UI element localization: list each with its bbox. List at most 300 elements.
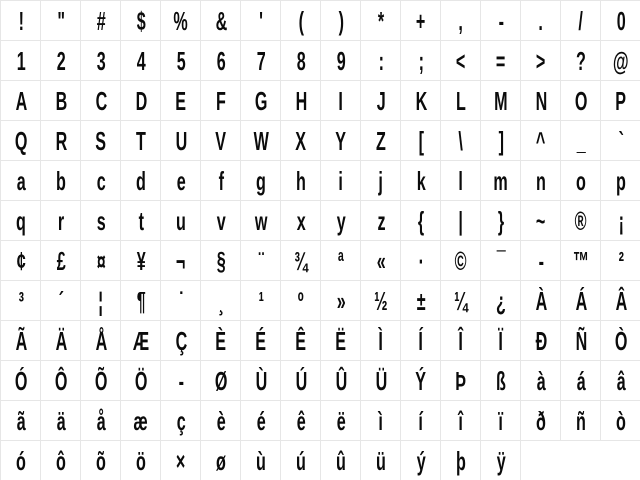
glyph-cell (481, 1, 521, 41)
glyph: p (616, 166, 626, 196)
glyph: / (578, 6, 584, 36)
glyph-cell (281, 361, 321, 401)
glyph: À (535, 286, 547, 316)
glyph-cell (321, 121, 361, 161)
glyph: $ (136, 6, 146, 36)
glyph-cell (361, 81, 401, 121)
glyph-cell (281, 161, 321, 201)
glyph: J (376, 86, 386, 116)
glyph: Ô (54, 366, 68, 396)
glyph: « (376, 246, 386, 276)
glyph-cell (601, 41, 640, 81)
glyph-cell (81, 1, 121, 41)
glyph-cell (1, 81, 41, 121)
glyph-cell (521, 41, 561, 81)
glyph: ; (418, 46, 424, 76)
glyph: Ù (255, 366, 267, 396)
glyph: ª (338, 246, 344, 276)
glyph-cell (201, 41, 241, 81)
glyph: £ (56, 246, 66, 276)
glyph: Ð (535, 326, 547, 356)
glyph-cell (281, 441, 321, 480)
glyph-cell (41, 281, 81, 321)
glyph: L (456, 86, 466, 116)
glyph-cell (401, 1, 441, 41)
glyph: r (57, 206, 65, 236)
glyph-cell (121, 241, 161, 281)
glyph: ? (576, 46, 586, 76)
glyph-cell (321, 41, 361, 81)
glyph: Ó (14, 366, 28, 396)
glyph-cell (201, 401, 241, 441)
glyph: m (493, 166, 509, 196)
glyph: Ç (175, 326, 187, 356)
glyph-cell (81, 321, 121, 361)
glyph: ³ (18, 286, 24, 316)
glyph-cell (121, 361, 161, 401)
glyph: ý (416, 446, 426, 476)
glyph-cell (561, 81, 601, 121)
glyph: } (497, 206, 505, 236)
glyph-cell (201, 441, 241, 480)
glyph: Ø (214, 366, 228, 396)
glyph: x (296, 206, 306, 236)
glyph: t (138, 206, 144, 236)
glyph: u (176, 206, 186, 236)
glyph: ¦ (98, 286, 104, 316)
glyph: h (296, 166, 306, 196)
glyph: Ì (378, 326, 384, 356)
glyph-cell (401, 321, 441, 361)
glyph-cell (121, 201, 161, 241)
glyph: ± (416, 286, 426, 316)
glyph-cell (281, 81, 321, 121)
glyph-cell (521, 201, 561, 241)
glyph: î (458, 406, 464, 436)
glyph-cell (441, 1, 481, 41)
glyph: 1 (16, 46, 26, 76)
glyph-cell (201, 321, 241, 361)
glyph-cell (361, 241, 401, 281)
glyph-cell (521, 321, 561, 361)
glyph-cell (321, 1, 361, 41)
glyph-cell (481, 321, 521, 361)
glyph-cell (121, 81, 161, 121)
glyph: T (136, 126, 146, 156)
glyph-cell (321, 321, 361, 361)
glyph: ˙ (178, 286, 184, 316)
glyph: ¥ (136, 246, 146, 276)
glyph: Ê (295, 326, 307, 356)
glyph-cell (481, 281, 521, 321)
glyph-cell (481, 401, 521, 441)
glyph-cell (41, 81, 81, 121)
glyph-cell (41, 241, 81, 281)
glyph: W (253, 126, 269, 156)
glyph: Î (458, 326, 464, 356)
glyph-cell (281, 321, 321, 361)
glyph-cell (201, 201, 241, 241)
glyph-cell (481, 161, 521, 201)
glyph: o (576, 166, 586, 196)
glyph-cell (481, 441, 521, 480)
glyph-cell (401, 81, 441, 121)
glyph-cell (521, 361, 561, 401)
glyph-cell (441, 241, 481, 281)
glyph-cell (161, 361, 201, 401)
glyph: õ (96, 446, 106, 476)
glyph-cell (441, 41, 481, 81)
glyph-cell (401, 121, 441, 161)
glyph: é (256, 406, 266, 436)
glyph-cell (41, 321, 81, 361)
glyph-cell (41, 401, 81, 441)
glyph-cell (361, 281, 401, 321)
glyph: F (216, 86, 226, 116)
glyph: K (415, 86, 427, 116)
glyph: ó (16, 446, 26, 476)
glyph: ] (498, 126, 504, 156)
glyph-cell (161, 201, 201, 241)
glyph: Z (376, 126, 386, 156)
glyph-cell (521, 241, 561, 281)
glyph-cell (601, 81, 640, 121)
glyph-cell (201, 241, 241, 281)
glyph-cell (161, 281, 201, 321)
glyph: ( (298, 6, 304, 36)
glyph-cell (41, 41, 81, 81)
glyph-cell (321, 241, 361, 281)
glyph-cell (401, 201, 441, 241)
glyph: § (216, 246, 226, 276)
glyph: v (216, 206, 226, 236)
glyph-cell (441, 401, 481, 441)
glyph: É (255, 326, 267, 356)
glyph: ö (136, 446, 146, 476)
glyph: w (254, 206, 268, 236)
glyph: c (96, 166, 106, 196)
glyph: @ (613, 46, 629, 76)
glyph: . (538, 6, 544, 36)
glyph: z (376, 206, 386, 236)
glyph: ! (18, 6, 24, 36)
glyph-cell (121, 441, 161, 480)
glyph-cell (281, 401, 321, 441)
glyph: > (536, 46, 546, 76)
glyph-cell (121, 41, 161, 81)
glyph: ú (296, 446, 306, 476)
glyph-cell (1, 401, 41, 441)
glyph: + (416, 6, 426, 36)
glyph: × (176, 446, 186, 476)
glyph: ï (498, 406, 504, 436)
glyph-cell (281, 1, 321, 41)
glyph-cell (601, 241, 640, 281)
glyph: ¶ (136, 286, 146, 316)
glyph-cell (241, 441, 281, 480)
glyph-cell (601, 1, 640, 41)
glyph: Ò (614, 326, 628, 356)
glyph: Ý (415, 366, 427, 396)
glyph: ) (338, 6, 344, 36)
glyph: Ñ (575, 326, 587, 356)
glyph-cell (41, 441, 81, 480)
glyph: è (216, 406, 226, 436)
glyph: ¤ (96, 246, 106, 276)
glyph-cell (521, 161, 561, 201)
glyph: - (178, 366, 184, 396)
glyph-cell (41, 121, 81, 161)
glyph: [ (418, 126, 424, 156)
glyph: ² (618, 246, 624, 276)
glyph-cell (161, 241, 201, 281)
glyph-cell (81, 41, 121, 81)
glyph-cell (601, 201, 640, 241)
glyph-cell (601, 161, 640, 201)
glyph-cell (401, 41, 441, 81)
glyph-cell (161, 321, 201, 361)
glyph-cell (521, 1, 561, 41)
glyph: " (57, 6, 65, 36)
glyph-cell (561, 201, 601, 241)
glyph-cell (321, 81, 361, 121)
glyph: < (456, 46, 466, 76)
glyph-cell (241, 321, 281, 361)
glyph-cell (481, 41, 521, 81)
glyph-cell (161, 401, 201, 441)
glyph-cell (41, 1, 81, 41)
glyph-cell (81, 281, 121, 321)
glyph-cell (561, 241, 601, 281)
glyph: æ (133, 406, 149, 436)
glyph: , (458, 6, 464, 36)
glyph-cell (361, 201, 401, 241)
glyph-cell (521, 281, 561, 321)
glyph: & (215, 6, 227, 36)
glyph: 4 (136, 46, 146, 76)
glyph: M (494, 86, 508, 116)
glyph: j (378, 166, 384, 196)
glyph: ô (56, 446, 66, 476)
glyph: 7 (256, 46, 266, 76)
glyph-cell (321, 441, 361, 480)
glyph-cell (401, 361, 441, 401)
glyph-cell (441, 201, 481, 241)
glyph-cell (281, 241, 321, 281)
glyph-cell (481, 361, 521, 401)
glyph: â (616, 366, 626, 396)
glyph-cell (601, 281, 640, 321)
glyph: ¨ (258, 246, 264, 276)
glyph: Õ (94, 366, 108, 396)
glyph: ½ (374, 286, 388, 316)
glyph: Æ (132, 326, 150, 356)
glyph-cell (441, 321, 481, 361)
glyph-cell (441, 441, 481, 480)
glyph-cell (561, 321, 601, 361)
glyph: ~ (536, 206, 546, 236)
glyph-cell (321, 361, 361, 401)
glyph: ^ (536, 126, 546, 156)
glyph-cell (601, 401, 640, 441)
glyph-cell (601, 361, 640, 401)
glyph-cell (441, 281, 481, 321)
glyph-cell (1, 281, 41, 321)
glyph: å (96, 406, 106, 436)
glyph-cell (561, 1, 601, 41)
glyph-cell (561, 121, 601, 161)
glyph-cell (81, 201, 121, 241)
glyph: ¿ (496, 286, 506, 316)
glyph-cell (281, 201, 321, 241)
glyph-cell (161, 41, 201, 81)
glyph: I (338, 86, 344, 116)
glyph-cell (1, 441, 41, 480)
glyph: ¹ (258, 286, 264, 316)
glyph-cell (521, 401, 561, 441)
glyph: = (496, 46, 506, 76)
glyph-cell (321, 281, 361, 321)
glyph-cell (41, 201, 81, 241)
glyph-cell (361, 1, 401, 41)
glyph: { (417, 206, 425, 236)
glyph-cell (481, 81, 521, 121)
glyph: - (538, 246, 544, 276)
glyph: Q (14, 126, 28, 156)
glyph: d (136, 166, 146, 196)
glyph: ß (496, 366, 506, 396)
glyph-cell (361, 321, 401, 361)
glyph-cell (281, 281, 321, 321)
glyph: Ë (335, 326, 347, 356)
glyph-cell (241, 1, 281, 41)
glyph-cell (361, 121, 401, 161)
glyph: È (215, 326, 227, 356)
glyph-cell (121, 161, 161, 201)
glyph: ä (56, 406, 66, 436)
glyph-cell (81, 81, 121, 121)
glyph-cell (1, 41, 41, 81)
glyph-cell (161, 81, 201, 121)
glyph-cell (1, 121, 41, 161)
glyph-cell (401, 281, 441, 321)
glyph: û (336, 446, 346, 476)
glyph: Þ (455, 366, 467, 396)
glyph-cell (241, 41, 281, 81)
glyph: P (615, 86, 627, 116)
glyph-cell (441, 161, 481, 201)
glyph: © (455, 246, 467, 276)
glyph: _ (576, 126, 586, 156)
glyph: ù (256, 446, 266, 476)
glyph: ð (536, 406, 546, 436)
glyph-cell (321, 401, 361, 441)
glyph: a (16, 166, 26, 196)
glyph-cell (81, 121, 121, 161)
glyph-cell (321, 201, 361, 241)
glyph: Ä (55, 326, 67, 356)
glyph: e (176, 166, 186, 196)
glyph-cell (201, 161, 241, 201)
glyph-cell (1, 201, 41, 241)
glyph: ' (259, 6, 263, 36)
glyph: ì (378, 406, 384, 436)
glyph: ã (16, 406, 26, 436)
glyph-cell (361, 441, 401, 480)
glyph: C (95, 86, 107, 116)
glyph: H (295, 86, 307, 116)
glyph: Á (575, 286, 587, 316)
glyph: i (338, 166, 344, 196)
glyph: ø (216, 446, 226, 476)
glyph: ë (336, 406, 346, 436)
glyph-cell (201, 281, 241, 321)
glyph-cell (601, 321, 640, 361)
glyph-cell (1, 321, 41, 361)
glyph: ò (616, 406, 626, 436)
glyph-cell (201, 1, 241, 41)
glyph: ê (296, 406, 306, 436)
glyph: S (95, 126, 107, 156)
glyph-cell (1, 161, 41, 201)
glyph: 8 (296, 46, 306, 76)
glyph: Í (418, 326, 424, 356)
glyph: \ (458, 126, 464, 156)
glyph: s (96, 206, 106, 236)
glyph: 6 (216, 46, 226, 76)
glyph-cell (281, 121, 321, 161)
glyph: ™ (572, 246, 590, 276)
glyph: á (576, 366, 586, 396)
glyph: V (215, 126, 227, 156)
glyph: k (416, 166, 426, 196)
glyph-cell (361, 161, 401, 201)
glyph: ¬ (176, 246, 186, 276)
glyph: : (378, 46, 384, 76)
glyph: í (418, 406, 424, 436)
glyph: n (536, 166, 546, 196)
glyph-cell (41, 161, 81, 201)
glyph: Ö (134, 366, 148, 396)
glyph-cell (561, 41, 601, 81)
glyph: Å (95, 326, 107, 356)
glyph: º (298, 286, 304, 316)
glyph: ÿ (496, 446, 506, 476)
glyph: Ã (15, 326, 27, 356)
glyph-cell (241, 161, 281, 201)
glyph: ¯ (496, 246, 506, 276)
glyph: Y (335, 126, 347, 156)
glyph: Û (335, 366, 347, 396)
glyph-cell (481, 241, 521, 281)
glyph: ¾ (294, 246, 308, 276)
glyph: q (16, 206, 26, 236)
glyph: þ (456, 446, 466, 476)
glyph-cell (161, 121, 201, 161)
glyph-cell (161, 441, 201, 480)
glyph-cell (481, 201, 521, 241)
glyph-cell (241, 201, 281, 241)
glyph: 0 (616, 6, 626, 36)
glyph-cell (441, 121, 481, 161)
glyph-cell (81, 361, 121, 401)
glyph-cell (121, 1, 161, 41)
glyph-cell (401, 401, 441, 441)
glyph: G (254, 86, 268, 116)
glyph: - (498, 6, 504, 36)
glyph: 2 (56, 46, 66, 76)
glyph: f (218, 166, 224, 196)
